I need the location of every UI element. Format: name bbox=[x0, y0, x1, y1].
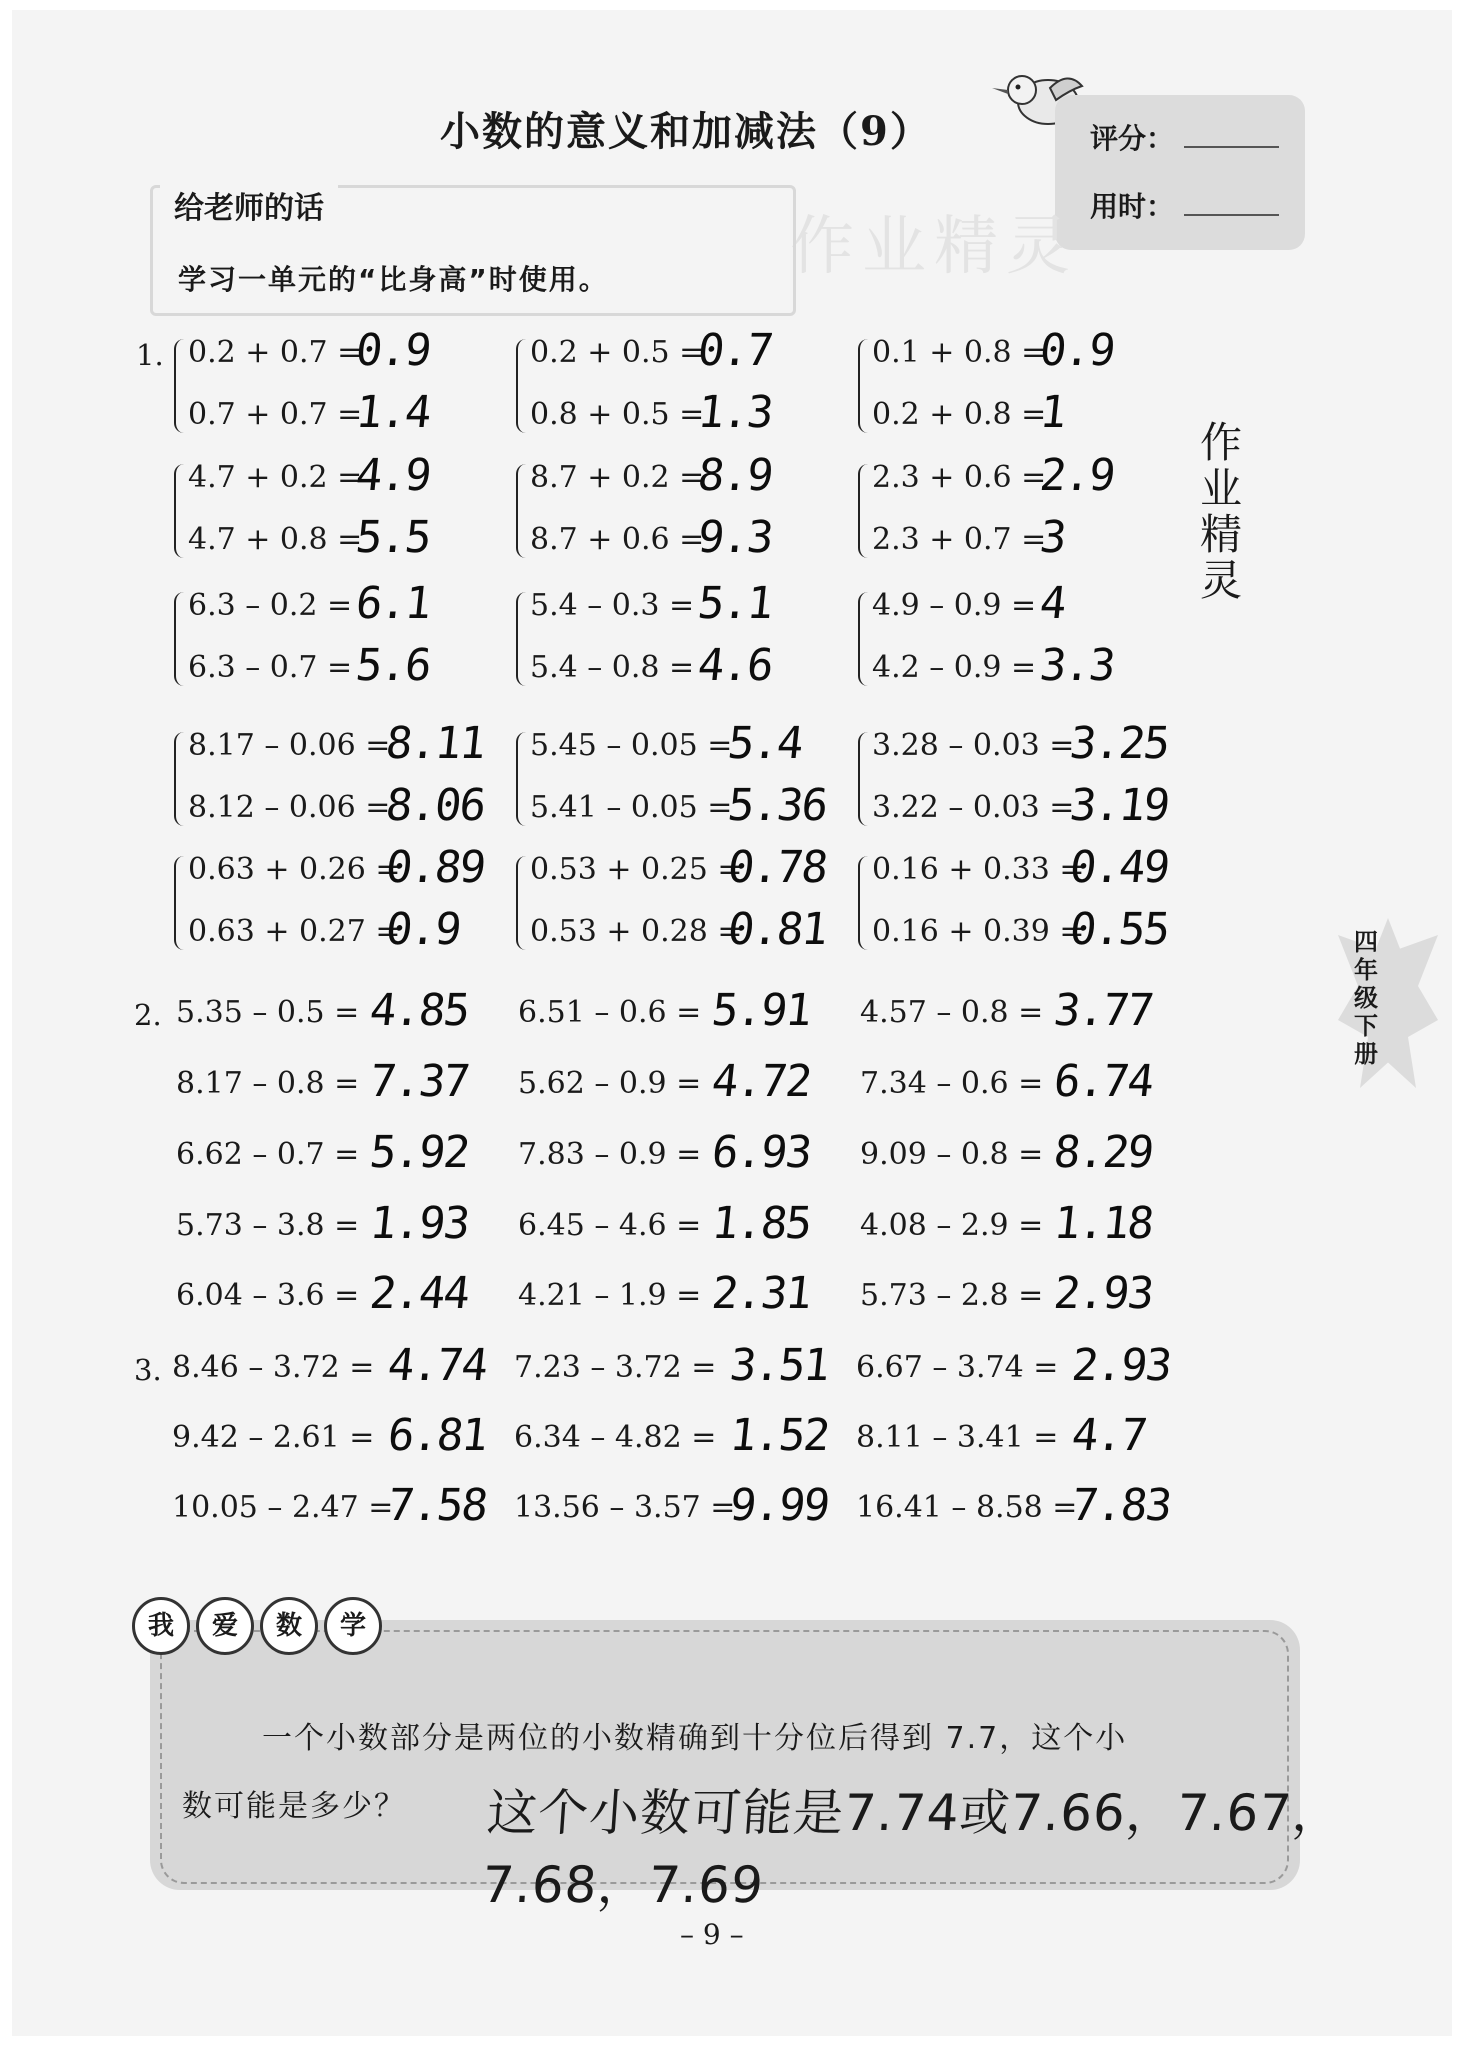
equation-question: 6.45 – 4.6 = bbox=[518, 1208, 702, 1243]
equation-answer[interactable]: 5.6 bbox=[353, 640, 433, 691]
equation-question: 8.11 – 3.41 = bbox=[856, 1420, 1059, 1455]
equation-question: 4.21 – 1.9 = bbox=[518, 1278, 702, 1313]
equation-question: 5.62 – 0.9 = bbox=[518, 1066, 702, 1101]
equation-question: 5.35 – 0.5 = bbox=[176, 995, 360, 1030]
equation-question: 0.53 + 0.28 = bbox=[530, 914, 743, 949]
brace bbox=[174, 464, 186, 558]
equation-answer[interactable]: 3.19 bbox=[1067, 780, 1171, 831]
love-badge-1: 我 bbox=[132, 1597, 190, 1655]
equation-answer[interactable]: 5.92 bbox=[367, 1127, 471, 1178]
equation-answer[interactable]: 4 bbox=[1037, 578, 1068, 629]
equation-answer[interactable]: 8.11 bbox=[383, 718, 487, 769]
brace bbox=[174, 856, 186, 950]
equation-answer[interactable]: 1.3 bbox=[695, 387, 775, 438]
equation-answer[interactable]: 2.93 bbox=[1051, 1268, 1155, 1319]
equation-answer[interactable]: 2.31 bbox=[709, 1268, 813, 1319]
equation-question: 9.42 – 2.61 = bbox=[172, 1420, 375, 1455]
equation-question: 5.73 – 2.8 = bbox=[860, 1278, 1044, 1313]
equation-question: 0.2 + 0.8 = bbox=[872, 397, 1047, 432]
equation-question: 6.3 – 0.2 = bbox=[188, 588, 353, 623]
handwritten-note: 作业精灵 bbox=[1200, 418, 1243, 605]
time-field[interactable] bbox=[1090, 185, 1279, 225]
equation-answer[interactable]: 0.9 bbox=[383, 904, 463, 955]
equation-question: 8.12 – 0.06 = bbox=[188, 790, 391, 825]
equation-answer[interactable]: 7.58 bbox=[385, 1480, 489, 1531]
equation-answer[interactable]: 3.3 bbox=[1037, 640, 1117, 691]
equation-answer[interactable]: 8.9 bbox=[695, 450, 775, 501]
equation-question: 10.05 – 2.47 = bbox=[172, 1490, 394, 1525]
equation-question: 0.63 + 0.27 = bbox=[188, 914, 401, 949]
page-title: 小数的意义和加减法（9） bbox=[440, 108, 932, 155]
equation-question: 6.62 – 0.7 = bbox=[176, 1137, 360, 1172]
equation-question: 0.16 + 0.39 = bbox=[872, 914, 1085, 949]
equation-answer[interactable]: 0.81 bbox=[725, 904, 829, 955]
equation-question: 3.22 – 0.03 = bbox=[872, 790, 1075, 825]
equation-answer[interactable]: 0.7 bbox=[695, 325, 775, 376]
equation-question: 6.04 – 3.6 = bbox=[176, 1278, 360, 1313]
equation-answer[interactable]: 3.77 bbox=[1051, 985, 1155, 1036]
equation-answer[interactable]: 5.4 bbox=[725, 718, 805, 769]
equation-question: 0.2 + 0.7 = bbox=[188, 335, 363, 370]
section-3-number: 3. bbox=[134, 1353, 162, 1387]
equation-answer[interactable]: 0.89 bbox=[383, 842, 487, 893]
equation-question: 5.4 – 0.8 = bbox=[530, 650, 695, 685]
brace bbox=[174, 592, 186, 686]
brace bbox=[858, 856, 870, 950]
equation-question: 4.7 + 0.2 = bbox=[188, 460, 363, 495]
time-blank[interactable] bbox=[1184, 214, 1279, 216]
score-field[interactable] bbox=[1090, 117, 1279, 157]
brace bbox=[858, 732, 870, 826]
brace bbox=[174, 339, 186, 433]
equation-question: 9.09 – 0.8 = bbox=[860, 1137, 1044, 1172]
equation-answer[interactable]: 4.6 bbox=[695, 640, 775, 691]
equation-answer[interactable]: 0.9 bbox=[1037, 325, 1117, 376]
equation-question: 8.17 – 0.06 = bbox=[188, 728, 391, 763]
equation-question: 7.23 – 3.72 = bbox=[514, 1350, 717, 1385]
equation-question: 8.7 + 0.6 = bbox=[530, 522, 705, 557]
score-blank[interactable] bbox=[1184, 146, 1279, 148]
watermark: 作业精灵 bbox=[790, 210, 1078, 284]
equation-question: 0.2 + 0.5 = bbox=[530, 335, 705, 370]
equation-answer[interactable]: 8.06 bbox=[383, 780, 487, 831]
equation-question: 13.56 – 3.57 = bbox=[514, 1490, 736, 1525]
equation-question: 7.34 – 0.6 = bbox=[860, 1066, 1044, 1101]
equation-question: 2.3 + 0.6 = bbox=[872, 460, 1047, 495]
equation-answer[interactable]: 2.9 bbox=[1037, 450, 1117, 501]
equation-answer[interactable]: 4.9 bbox=[353, 450, 433, 501]
equation-question: 4.2 – 0.9 = bbox=[872, 650, 1037, 685]
equation-answer[interactable]: 4.85 bbox=[367, 985, 471, 1036]
equation-answer[interactable]: 1.93 bbox=[367, 1198, 471, 1249]
equation-question: 5.41 – 0.05 = bbox=[530, 790, 733, 825]
equation-answer[interactable]: 2.93 bbox=[1069, 1340, 1173, 1391]
equation-question: 8.7 + 0.2 = bbox=[530, 460, 705, 495]
equation-answer[interactable]: 0.49 bbox=[1067, 842, 1171, 893]
equation-answer[interactable]: 7.83 bbox=[1069, 1480, 1173, 1531]
equation-answer[interactable]: 5.5 bbox=[353, 512, 433, 563]
brace bbox=[516, 732, 528, 826]
brace bbox=[174, 732, 186, 826]
equation-answer[interactable]: 0.78 bbox=[725, 842, 829, 893]
equation-answer[interactable]: 6.74 bbox=[1051, 1056, 1155, 1107]
equation-answer[interactable]: 5.36 bbox=[725, 780, 829, 831]
teacher-note-text: 学习一单元的“比身高”时使用。 bbox=[178, 263, 609, 296]
equation-answer[interactable]: 1.52 bbox=[727, 1410, 831, 1461]
love-badge-2: 爱 bbox=[196, 1597, 254, 1655]
equation-answer[interactable]: 4.72 bbox=[709, 1056, 813, 1107]
grade-tab: 四年级下册 bbox=[1354, 928, 1378, 1068]
love-badge-3: 数 bbox=[260, 1597, 318, 1655]
problem-answer: 这个小数可能是7.74或7.66，7.67，7.68，7.69 bbox=[480, 1784, 1346, 1914]
equation-answer[interactable]: 3 bbox=[1037, 512, 1068, 563]
equation-answer[interactable]: 0.55 bbox=[1067, 904, 1171, 955]
brace bbox=[858, 339, 870, 433]
equation-question: 5.73 – 3.8 = bbox=[176, 1208, 360, 1243]
equation-answer[interactable]: 6.1 bbox=[353, 578, 433, 629]
brace bbox=[516, 339, 528, 433]
equation-question: 4.7 + 0.8 = bbox=[188, 522, 363, 557]
equation-answer[interactable]: 4.7 bbox=[1069, 1410, 1149, 1461]
equation-answer[interactable]: 7.37 bbox=[367, 1056, 471, 1107]
equation-question: 8.17 – 0.8 = bbox=[176, 1066, 360, 1101]
equation-answer[interactable]: 8.29 bbox=[1051, 1127, 1155, 1178]
brace bbox=[516, 856, 528, 950]
equation-question: 6.34 – 4.82 = bbox=[514, 1420, 717, 1455]
equation-question: 6.51 – 0.6 = bbox=[518, 995, 702, 1030]
page-number: – 9 – bbox=[680, 1918, 744, 1951]
equation-question: 6.67 – 3.74 = bbox=[856, 1350, 1059, 1385]
equation-question: 5.45 – 0.05 = bbox=[530, 728, 733, 763]
equation-question: 4.08 – 2.9 = bbox=[860, 1208, 1044, 1243]
equation-question: 5.4 – 0.3 = bbox=[530, 588, 695, 623]
equation-answer[interactable]: 1.18 bbox=[1051, 1198, 1155, 1249]
equation-answer[interactable]: 9.99 bbox=[727, 1480, 831, 1531]
score-box bbox=[1055, 95, 1305, 250]
equation-question: 4.57 – 0.8 = bbox=[860, 995, 1044, 1030]
equation-answer[interactable]: 6.81 bbox=[385, 1410, 489, 1461]
equation-question: 7.83 – 0.9 = bbox=[518, 1137, 702, 1172]
equation-answer[interactable]: 6.93 bbox=[709, 1127, 813, 1178]
equation-question: 0.1 + 0.8 = bbox=[872, 335, 1047, 370]
equation-answer[interactable]: 5.1 bbox=[695, 578, 775, 629]
problem-line-2: 数可能是多少？ bbox=[182, 1789, 406, 1824]
equation-question: 16.41 – 8.58 = bbox=[856, 1490, 1078, 1525]
equation-answer[interactable]: 1 bbox=[1037, 387, 1068, 438]
brace bbox=[858, 464, 870, 558]
section-2-number: 2. bbox=[134, 998, 162, 1032]
equation-question: 2.3 + 0.7 = bbox=[872, 522, 1047, 557]
brace bbox=[516, 592, 528, 686]
equation-question: 6.3 – 0.7 = bbox=[188, 650, 353, 685]
brace bbox=[858, 592, 870, 686]
equation-question: 0.53 + 0.25 = bbox=[530, 852, 743, 887]
equation-answer[interactable]: 1.85 bbox=[709, 1198, 813, 1249]
equation-question: 3.28 – 0.03 = bbox=[872, 728, 1075, 763]
problem-line-1: 一个小数部分是两位的小数精确到十分位后得到 7.7，这个小 bbox=[262, 1721, 1128, 1756]
equation-question: 0.63 + 0.26 = bbox=[188, 852, 401, 887]
equation-answer[interactable]: 2.44 bbox=[367, 1268, 471, 1319]
equation-answer[interactable]: 5.91 bbox=[709, 985, 813, 1036]
equation-question: 0.8 + 0.5 = bbox=[530, 397, 705, 432]
equation-answer[interactable]: 3.51 bbox=[727, 1340, 831, 1391]
section-1-number: 1. bbox=[136, 338, 164, 372]
equation-question: 8.46 – 3.72 = bbox=[172, 1350, 375, 1385]
teacher-note-tag: 给老师的话 bbox=[160, 183, 338, 227]
equation-answer[interactable]: 0.9 bbox=[353, 325, 433, 376]
equation-answer[interactable]: 3.25 bbox=[1067, 718, 1171, 769]
equation-question: 0.16 + 0.33 = bbox=[872, 852, 1085, 887]
equation-answer[interactable]: 9.3 bbox=[695, 512, 775, 563]
love-badge-4: 学 bbox=[324, 1597, 382, 1655]
time-label: 用时： bbox=[1090, 190, 1175, 223]
equation-answer[interactable]: 1.4 bbox=[353, 387, 433, 438]
equation-question: 4.9 – 0.9 = bbox=[872, 588, 1037, 623]
equation-answer[interactable]: 4.74 bbox=[385, 1340, 489, 1391]
score-label: 评分： bbox=[1090, 122, 1175, 155]
brace bbox=[516, 464, 528, 558]
equation-question: 0.7 + 0.7 = bbox=[188, 397, 363, 432]
